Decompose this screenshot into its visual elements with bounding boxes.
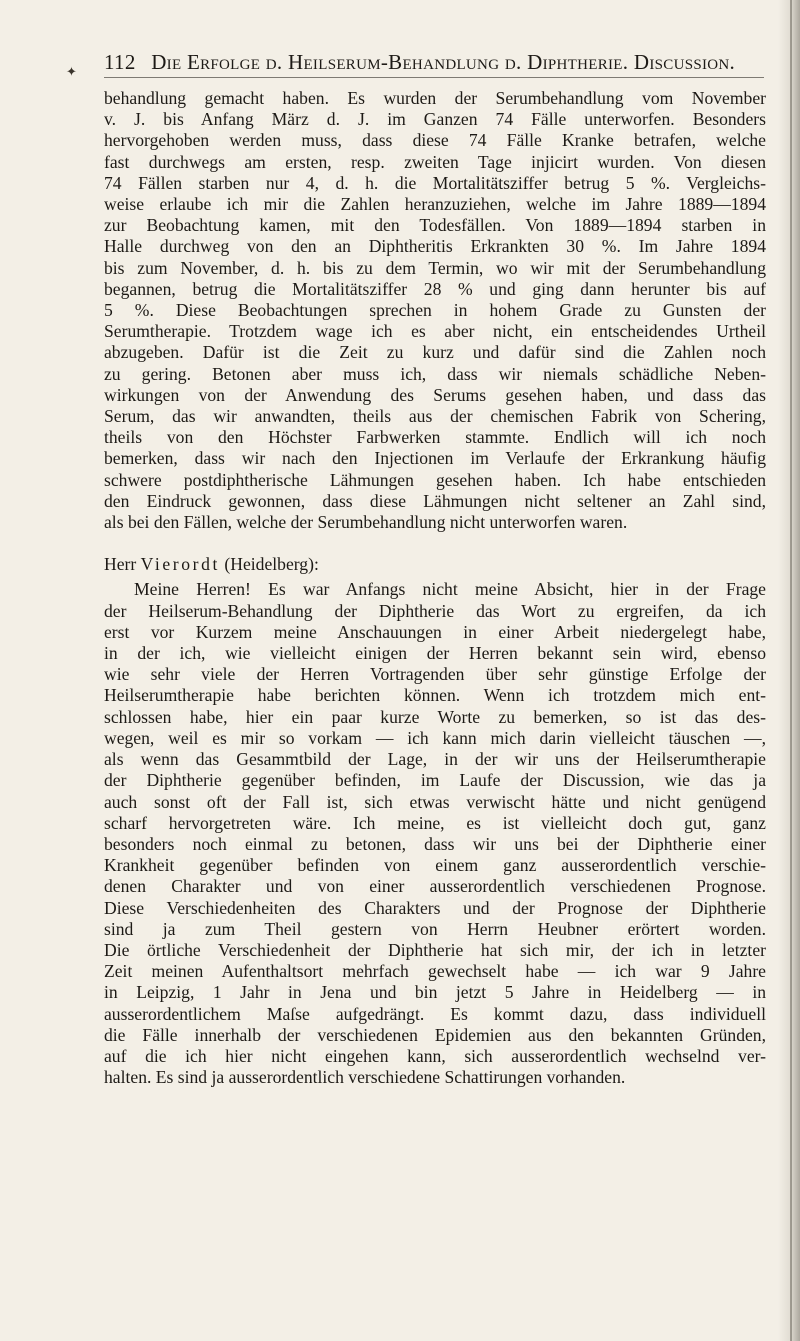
speaker-name: Vierordt	[140, 554, 220, 575]
running-header	[104, 50, 784, 75]
text-line: auf die ich hier nicht eingehen kann, sich ausserordentlich wechselnd ver-	[104, 1045, 766, 1066]
text-line: zu gering. Betonen aber muss ich, dass wir niemals schädliche Neben-	[104, 363, 766, 384]
text-line: begannen, betrug die Mortalitätsziffer 28 % und ging dann herunter bis auf	[104, 278, 766, 299]
text-line: behandlung gemacht haben. Es wurden der Serumbehandlung vom November	[104, 88, 766, 108]
text-line: Halle durchweg von den an Diphtheritis Erkrankten 30 %. Im Jahre 1894	[104, 236, 766, 257]
text-line: halten. Es sind ja ausserordentlich verschiedene Schattirungen vorhanden.	[104, 1067, 626, 1088]
text-line: wirkungen von der Anwendung des Serums gesehen haben, und dass das	[104, 384, 766, 405]
margin-mark: ✦	[66, 64, 77, 79]
text-line: ausserordentlichem Maſse aufgedrängt. Es kommt dazu, dass individuell	[104, 1003, 766, 1024]
text-line: in Leipzig, 1 Jahr in Jena und bin jetzt 5 Jahre in Heidelberg — in	[104, 982, 766, 1003]
text-line: 74 Fällen starben nur 4, d. h. die Mortalitätsziffer betrug 5 %. Vergleichs-	[104, 172, 766, 193]
text-line: den Eindruck gewonnen, dass diese Lähmungen nicht seltener an Zahl sind,	[104, 490, 766, 511]
text-line: Serum, das wir anwandten, theils aus der chemischen Fabrik von Schering,	[104, 406, 766, 427]
text-line: bis zum November, d. h. bis zu dem Termin, wo wir mit der Serumbehandlung	[104, 257, 766, 278]
text-line: zur Beobachtung kamen, mit den Todesfällen. Von 1889—1894 starben in	[104, 215, 766, 236]
header-rule	[104, 77, 764, 78]
text-line: Diese Verschiedenheiten des Charakters und der Prognose der Diphtherie	[104, 897, 766, 918]
body-text	[104, 88, 766, 1088]
text-line: besonders noch einmal zu betonen, dass wir uns bei der Diphtherie einer	[104, 833, 766, 854]
text-line: v. J. bis Anfang März d. J. im Ganzen 74 Fälle unterworfen. Besonders	[104, 109, 766, 130]
text-line: Krankheit gegenüber befinden von einem ganz ausserordentlich verschie-	[104, 855, 766, 876]
text-line: Serumtherapie. Trotzdem wage ich es aber nicht, ein entscheidendes Urtheil	[104, 321, 766, 342]
text-line: Zeit meinen Aufenthaltsort mehrfach gewechselt habe — ich war 9 Jahre	[104, 961, 766, 982]
text-line: Meine Herren! Es war Anfangs nicht meine Absicht, hier in der Frage	[134, 579, 766, 600]
text-line: wegen, weil es mir so vorkam — ich kann mich darin vielleicht täuschen —,	[104, 727, 766, 748]
speaker-line	[104, 554, 766, 575]
text-line: als wenn das Gesammtbild der Lage, in der wir uns der Heilserumtherapie	[104, 749, 766, 770]
text-line: Heilserumtherapie habe berichten können. Wenn ich trotzdem mich ent-	[104, 685, 766, 706]
text-line: in der ich, wie vielleicht einigen der Herren bekannt sein wird, ebenso	[104, 643, 766, 664]
paragraph-serum-results	[104, 88, 766, 533]
text-line: theils von den Höchster Farbwerken stammte. Endlich will ich noch	[104, 427, 766, 448]
text-line: schlossen habe, hier ein paar kurze Worte zu bemerken, so ist das des-	[104, 706, 766, 727]
text-line: Die örtliche Verschiedenheit der Diphtherie hat sich mir, der ich in letzter	[104, 939, 766, 960]
speaker-prefix: Herr	[104, 554, 141, 575]
text-line: auch sonst oft der Fall ist, sich etwas verwischt hätte und nicht genügend	[104, 791, 766, 812]
text-line: bemerken, dass wir nach den Injectionen im Verlaufe der Erkrankung häufig	[104, 448, 766, 469]
page-edge-shadow	[778, 0, 800, 1341]
text-line: sind ja zum Theil gestern von Herrn Heubner erörtert worden.	[104, 918, 766, 939]
text-line: wie sehr viele der Herren Vortragenden über sehr günstige Erfolge der	[104, 664, 766, 685]
text-line: erst vor Kurzem meine Anschauungen in einer Arbeit niedergelegt habe,	[104, 621, 766, 642]
text-line: 5 %. Diese Beobachtungen sprechen in hohem Grade zu Gunsten der	[104, 300, 766, 321]
text-line: der Heilserum-Behandlung der Diphtherie das Wort zu ergreifen, da ich	[104, 600, 766, 621]
text-line: scharf hervorgetreten wäre. Ich meine, es ist vielleicht doch gut, ganz	[104, 812, 766, 833]
text-line: schwere postdiphtherische Lähmungen gesehen haben. Ich habe entschieden	[104, 469, 766, 490]
text-line: hervorgehoben werden muss, dass diese 74 Fälle Kranke betrafen, welche	[104, 130, 766, 151]
text-line: der Diphtherie gegenüber befinden, im Laufe der Discussion, wie das ja	[104, 770, 766, 791]
running-title: Die Erfolge d. Heilserum-Behandlung d. Diphtherie. Discussion.	[151, 50, 736, 74]
speaker-affiliation: (Heidelberg):	[220, 554, 319, 575]
text-line: fast durchwegs am ersten, resp. zweiten Tage injicirt wurden. Von diesen	[104, 151, 766, 172]
text-line: weise erlaube ich mir die Zahlen heranzuziehen, welche im Jahre 1889—1894	[104, 194, 766, 215]
text-line: denen Charakter und von einer ausserordentlich verschiedenen Prognose.	[104, 876, 766, 897]
page-edge-line	[790, 0, 792, 1341]
text-line: abzugeben. Dafür ist die Zeit zu kurz und dafür sind die Zahlen noch	[104, 342, 766, 363]
paragraph-vierordt-speech	[104, 579, 766, 1088]
page-number: 112	[104, 50, 136, 74]
text-line: als bei den Fällen, welche der Serumbehandlung nicht unterworfen waren.	[104, 512, 628, 533]
text-line: die Fälle innerhalb der verschiedenen Epidemien aus den bekannten Gründen,	[104, 1024, 766, 1045]
